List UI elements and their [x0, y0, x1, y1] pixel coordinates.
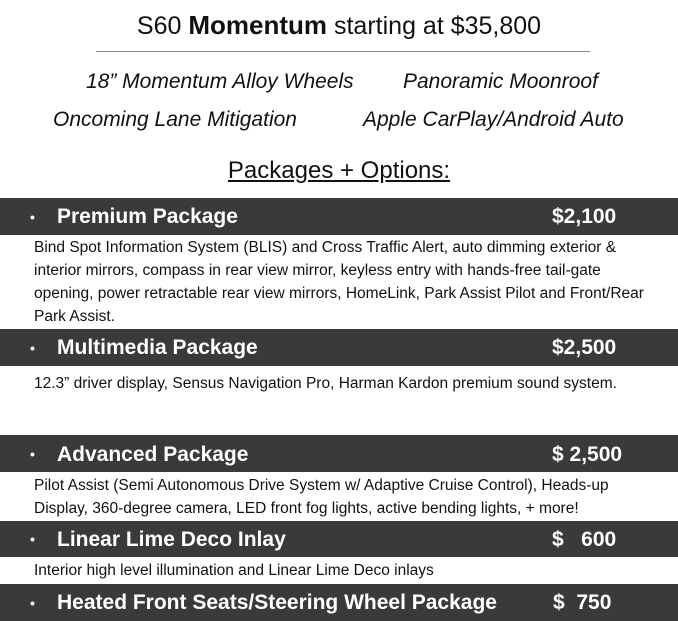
package-bar-advanced	[0, 435, 678, 472]
packages-heading: Packages + Options:	[227, 157, 451, 184]
package-price: $ 2,500	[552, 443, 623, 466]
package-price: $ 750	[553, 591, 612, 614]
package-name: Heated Front Seats/Steering Wheel Package	[57, 591, 497, 614]
bullet-icon: •	[30, 446, 35, 462]
package-bar-multimedia	[0, 329, 678, 366]
title-divider	[96, 51, 590, 52]
feature-wheels: 18” Momentum Alloy Wheels	[86, 70, 354, 93]
bullet-icon: •	[30, 595, 35, 611]
package-description-multimedia: 12.3” driver display, Sensus Navigation Pro, Harman Kardon premium sound system.	[34, 375, 617, 392]
package-description-deco-inlay: Interior high level illumination and Linear Lime Deco inlays	[34, 562, 434, 579]
package-description-advanced: Pilot Assist (Semi Autonomous Drive System w/ Adaptive Cruise Control), Heads-up Display, 360-degree camera, LED front fog lights, active bending lights, + more!	[34, 477, 609, 517]
package-price: $2,100	[552, 205, 617, 228]
package-bar-deco-inlay	[0, 521, 678, 557]
package-bar-heated-seats	[0, 584, 678, 621]
page-title	[0, 10, 678, 41]
bullet-icon: •	[30, 340, 35, 356]
feature-carplay: Apple CarPlay/Android Auto	[363, 108, 624, 131]
model-trim: Momentum	[188, 10, 328, 40]
package-description-premium: Bind Spot Information System (BLIS) and Cross Traffic Alert, auto dimming exterior & interior mirrors, compass in rear view mirror, keyless entry with hands-free tail-gate opening, power retractable rear view mirrors, HomeLink, Park Assist Pilot and Front/Rear Park Assist.	[34, 239, 644, 325]
bullet-icon: •	[30, 209, 35, 225]
feature-lane-mitigation: Oncoming Lane Mitigation	[53, 108, 297, 131]
package-bar-premium	[0, 198, 678, 235]
bullet-icon: •	[30, 531, 35, 547]
package-price: $2,500	[552, 336, 617, 359]
package-name: Linear Lime Deco Inlay	[57, 528, 286, 551]
package-name: Advanced Package	[57, 443, 249, 466]
starting-price: starting at $35,800	[333, 12, 542, 40]
package-price: $ 600	[552, 528, 617, 551]
package-name: Multimedia Package	[57, 336, 258, 359]
feature-moonroof: Panoramic Moonroof	[403, 70, 598, 93]
model-prefix: S60	[136, 12, 182, 40]
package-name: Premium Package	[57, 205, 238, 228]
